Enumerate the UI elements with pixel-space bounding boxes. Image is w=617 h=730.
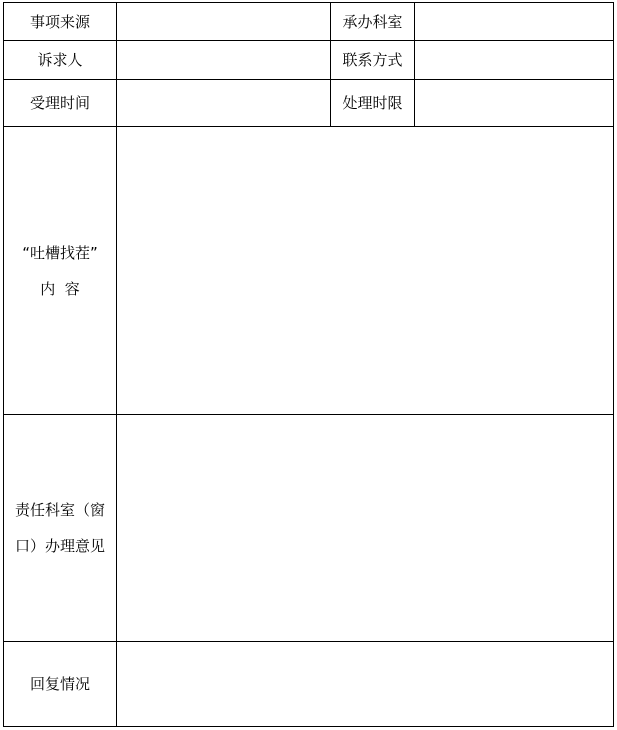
reply-status-field[interactable] <box>117 642 613 726</box>
reply-status-label: 回复情况 <box>29 675 90 693</box>
petitioner-field[interactable] <box>117 41 330 79</box>
complaint-content-label-line2: 内 容 <box>40 279 80 298</box>
handling-opinion-field[interactable] <box>117 415 613 641</box>
department-label: 承办科室 <box>342 12 403 31</box>
handling-opinion-label-line2: 口）办理意见 <box>14 537 105 555</box>
received-time-field[interactable] <box>117 80 330 126</box>
department-field[interactable] <box>415 3 613 40</box>
deadline-label: 处理时限 <box>342 94 403 112</box>
contact-label: 联系方式 <box>342 51 403 69</box>
complaint-content-field[interactable] <box>117 127 613 414</box>
deadline-field[interactable] <box>415 80 613 126</box>
handling-opinion-label <box>4 415 116 641</box>
complaint-content-label <box>4 127 116 414</box>
contact-field[interactable] <box>415 41 613 79</box>
handling-opinion-label-line1: 责任科室（窗 <box>14 501 105 519</box>
source-field[interactable] <box>117 3 330 40</box>
petitioner-label: 诉求人 <box>37 51 83 69</box>
border-bottom <box>3 726 614 727</box>
complaint-content-label-line1: “吐槽找茬” <box>22 243 98 262</box>
received-time-label: 受理时间 <box>29 94 90 112</box>
source-label: 事项来源 <box>29 12 90 31</box>
border-right <box>613 2 614 727</box>
